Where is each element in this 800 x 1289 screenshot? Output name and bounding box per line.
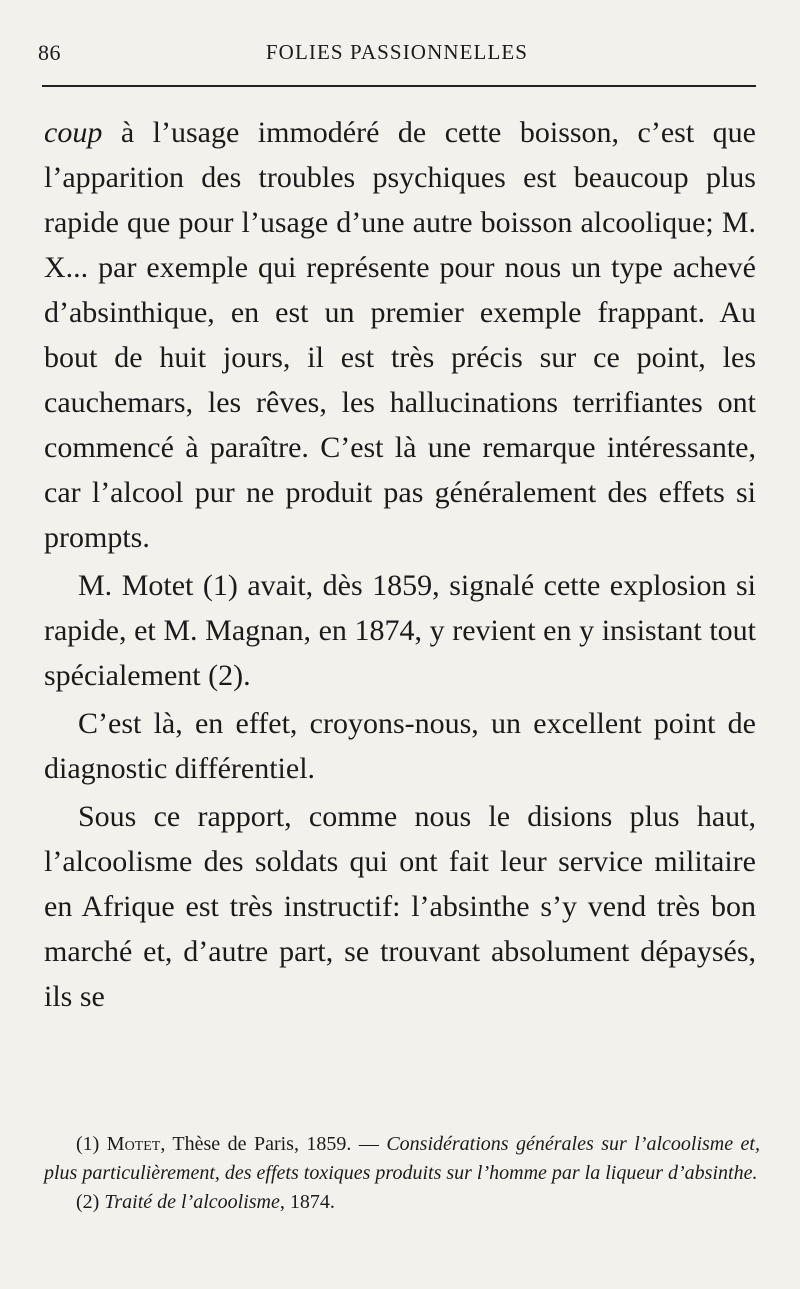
- footnote-1-author: Motet: [106, 1133, 161, 1155]
- paragraph-1-text: à l’usage immodéré de cette boisson, c’est que l’apparition des troubles psychiques est beaucoup plus rapide que pour l’usage d’une autre boisson alcoolique; M. X... par exemple qui représente pour nous un type achevé d’absinthique, en est un premier exemple frappant. Au bout de huit jours, il est très précis sur ce point, les cauchemars, les rêves, les hallucinations terrifiantes ont commencé à paraître. C’est là une remarque intéressante, car l’alcool pur ne produit pas généralement des effets si prompts.: [44, 116, 756, 554]
- footnote-1-citation: , Thèse de Paris, 1859. —: [160, 1133, 387, 1155]
- running-title: FOLIES PASSIONNELLES: [265, 40, 529, 64]
- footnote-2-title: Traité de l’alcoolisme: [104, 1191, 280, 1213]
- paragraph-1: [44, 110, 756, 560]
- footnote-1-marker: (1): [76, 1133, 100, 1155]
- footnote-2: [44, 1188, 760, 1217]
- main-text: [44, 110, 756, 1019]
- paragraph-2: M. Motet (1) avait, dès 1859, signalé cette explosion si rapide, et M. Magnan, en 1874, y revient en y insistant tout spécialement (2).: [44, 569, 756, 692]
- paragraph-1-italic-start: coup: [44, 116, 103, 149]
- paragraph-4: Sous ce rapport, comme nous le disions plus haut, l’alcoolisme des soldats qui ont fait leur service militaire en Afrique est très instructif: l’absinthe s’y vend très bon marché et, d’autre part, se trouvant absolument dépaysés, ils se: [44, 800, 756, 1013]
- footnote-2-marker: (2): [76, 1191, 100, 1213]
- footnote-1: [44, 1130, 760, 1188]
- footnotes: [44, 1130, 760, 1217]
- footnote-1-title: Considérations générales sur l’alcoolisme et, plus particulièrement, des effets toxiques produits sur l’homme par la liqueur d’absinthe.: [44, 1133, 760, 1184]
- page-header: [38, 40, 756, 80]
- page-number: 86: [38, 40, 61, 65]
- paragraph-3: C’est là, en effet, croyons-nous, un excellent point de diagnostic différentiel.: [44, 707, 756, 785]
- footnote-2-year: , 1874.: [279, 1191, 335, 1213]
- header-rule: [42, 85, 756, 87]
